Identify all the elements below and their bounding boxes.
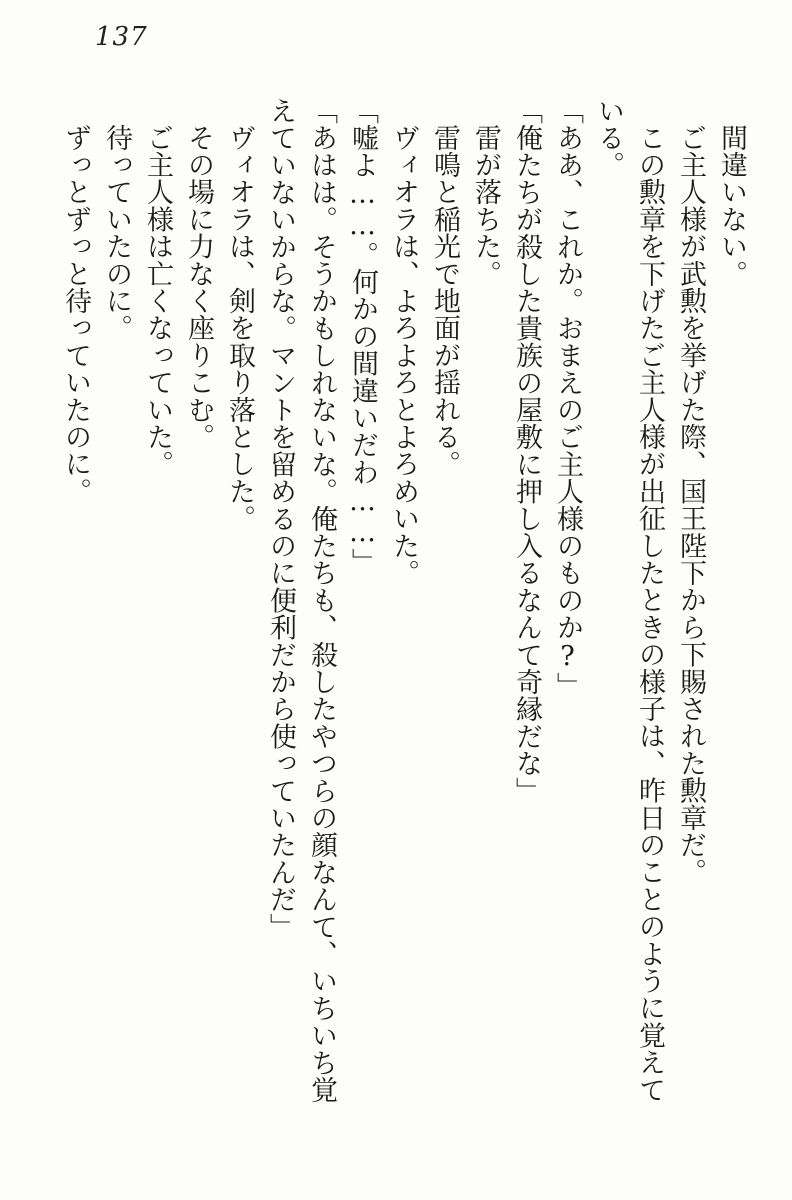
paragraph-11: ヴィオラは、剣を取り落とした。	[224, 124, 255, 532]
paragraph-12: その場に力なく座りこむ。	[183, 124, 214, 451]
paragraph-13: ご主人様は亡くなっていた。	[142, 124, 173, 478]
paragraph-4: 「ああ、これか。おまえのご主人様のものか?」	[552, 97, 583, 700]
paragraph-7: 雷鳴と稲光で地面が揺れる。	[429, 124, 460, 478]
text-block	[55, 97, 752, 1127]
paragraph-3: この勲章を下げたご主人様が出征したときの様子は、昨日のことのように覚えている。	[593, 97, 665, 1104]
paragraph-14: 待っていたのに。	[101, 124, 132, 342]
paragraph-1: 間違いない。	[716, 124, 747, 288]
paragraph-9: 「嘘よ……。何かの間違いだわ……」	[347, 97, 378, 576]
paragraph-10: 「あはは。そうかもしれないな。俺たちも、殺したやつらの顔なんて、いちいち覚えていないからな。マントを留めるのに便利だから使っていたんだ」	[265, 97, 337, 1104]
page-number: 137	[95, 22, 148, 52]
paragraph-8: ヴィオラは、よろよろとよろめいた。	[388, 124, 419, 587]
paragraph-15: ずっとずっと待っていたのに。	[60, 124, 91, 505]
paragraph-2: ご主人様が武勲を挙げた際、国王陛下から下賜された勲章だ。	[675, 124, 706, 886]
paragraph-6: 雷が落ちた。	[470, 124, 501, 288]
paragraph-5: 「俺たちが殺した貴族の屋敷に押し入るなんて奇縁だな」	[511, 97, 542, 805]
